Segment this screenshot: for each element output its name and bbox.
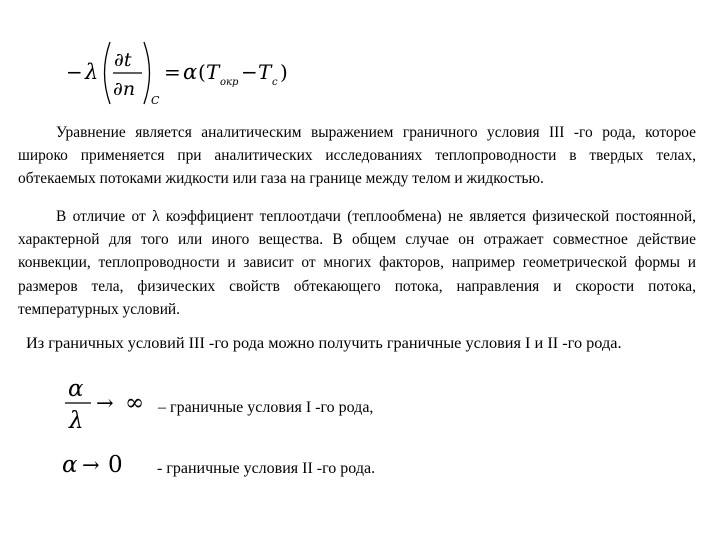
formula-close-paren: ) bbox=[280, 60, 288, 84]
boundary-condition-formula bbox=[52, 28, 302, 108]
case2-formula bbox=[58, 446, 158, 486]
case2-text: - граничные условия II -го рода. bbox=[157, 460, 376, 477]
formula-lambda: λ bbox=[85, 60, 99, 84]
paragraph-boundary-condition-description: Уравнение является аналитическим выражением граничного условия III -го рода, которое широко применяется при аналитических исследованиях теплопроводности в твердых телах, обтекаемых потоками жидкости или газа на границе между телом и жидкостью. bbox=[18, 124, 696, 188]
paragraph-heat-transfer-coefficient: В отличие от λ коэффициент теплоотдачи (теплообмена) не является физической постоянной, характерной для того или иного вещества. В общем случае он отражает совместное действие конвекции, теплопроводности и зависит от многих факторов, например геометрической формы и размеров тела, физических свойств обтекающего потока, направления и скорости потока, температурных условий. bbox=[18, 208, 696, 318]
paragraph-derived-conditions: Из граничных условий III -го рода можно получить граничные условия I и II -го рода. bbox=[26, 333, 622, 352]
formula-minus-2: − bbox=[241, 60, 258, 84]
formula-numerator: ∂t bbox=[114, 49, 132, 71]
case1-arrow: → bbox=[96, 391, 114, 415]
case2-alpha: α bbox=[62, 452, 78, 478]
formula-T-c: T bbox=[258, 60, 272, 84]
case1-denominator-lambda: λ bbox=[69, 408, 84, 434]
formula-right-paren bbox=[144, 42, 150, 104]
case1-numerator-alpha: α bbox=[68, 376, 84, 402]
case1-formula bbox=[60, 372, 160, 438]
case2-arrow: → bbox=[82, 453, 100, 477]
formula-left-paren bbox=[105, 42, 111, 104]
formula-subscript-c: C bbox=[151, 94, 160, 107]
formula-sub-okr: окр bbox=[220, 77, 239, 88]
case2-zero: 0 bbox=[108, 452, 123, 478]
formula-open-paren: ( bbox=[198, 60, 206, 84]
case1-infinity: ∞ bbox=[125, 390, 145, 416]
formula-T-okr: T bbox=[206, 60, 220, 84]
formula-denominator: ∂n bbox=[113, 78, 136, 100]
case1-text: – граничные условия I -го рода, bbox=[158, 399, 374, 416]
formula-equals: = bbox=[164, 60, 181, 84]
formula-sub-c: c bbox=[272, 77, 278, 88]
formula-alpha: α bbox=[183, 60, 198, 84]
formula-minus: − bbox=[66, 60, 83, 84]
